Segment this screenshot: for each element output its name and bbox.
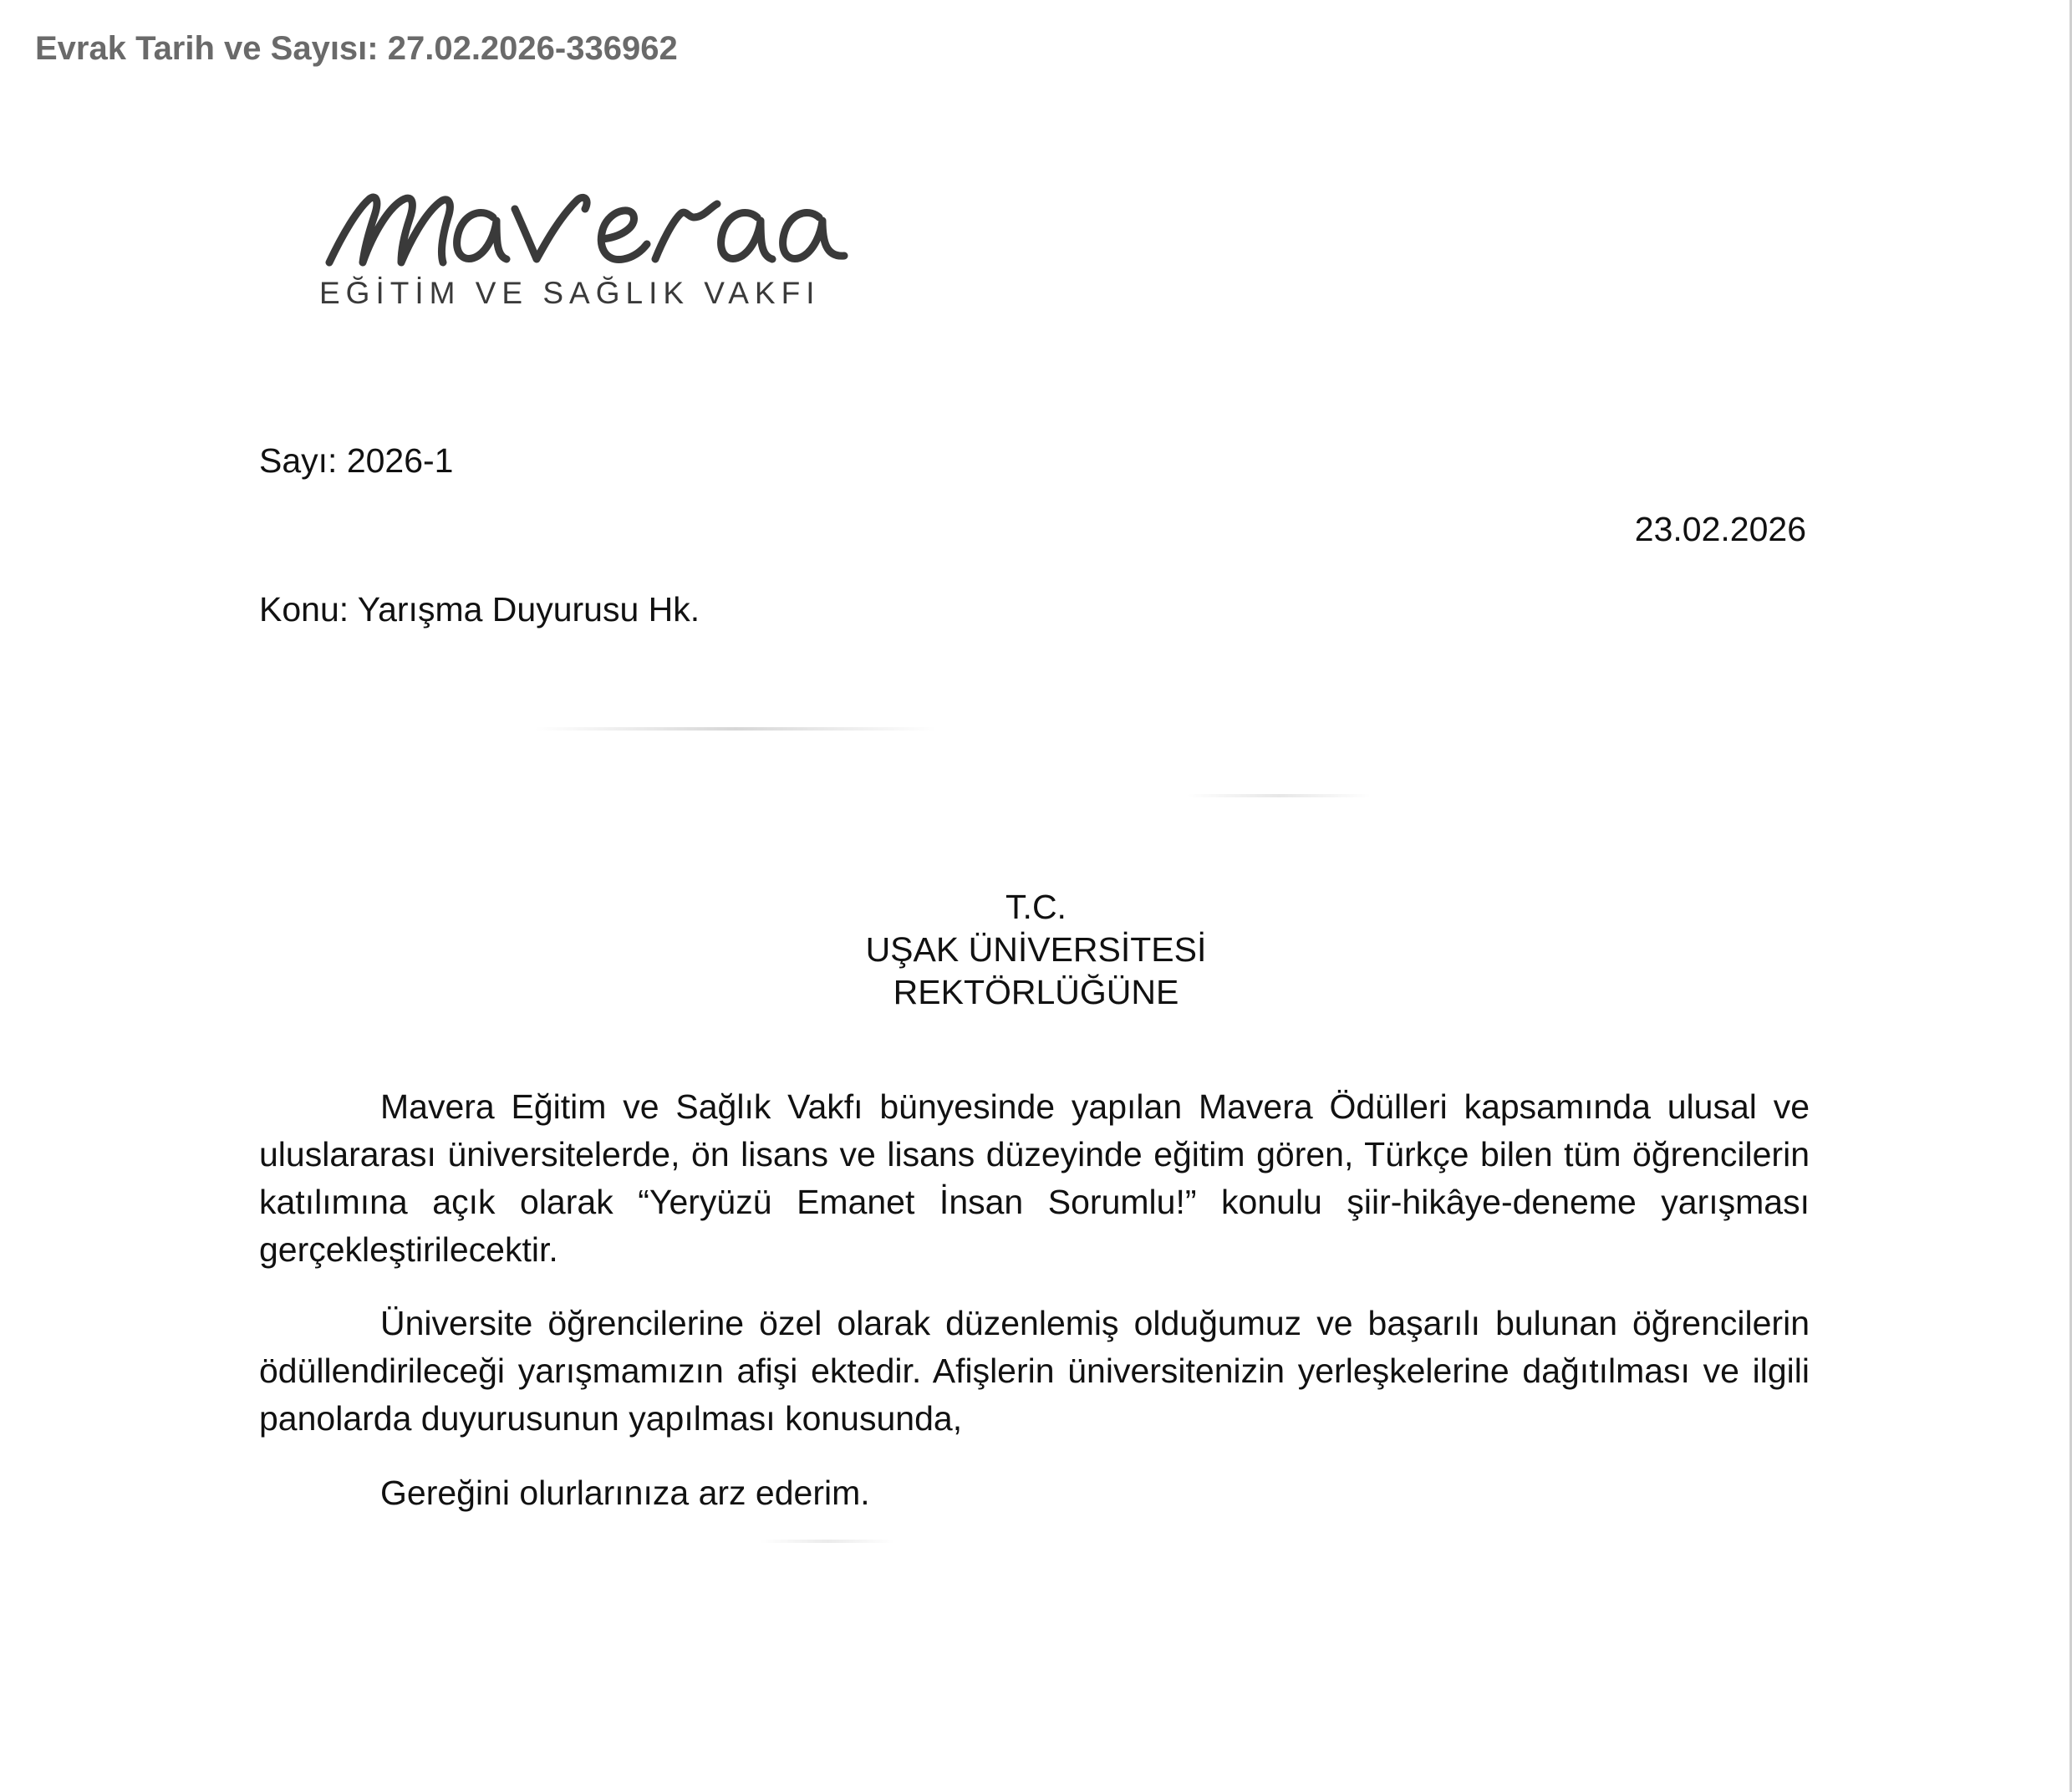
document-stamp: Evrak Tarih ve Sayısı: 27.02.2026-336962	[35, 30, 678, 67]
mavera-logo	[318, 176, 853, 326]
recipient-line-tc: T.C.	[1005, 888, 1067, 926]
scan-smudge	[761, 1540, 894, 1543]
document-date: 23.02.2026	[1634, 510, 1806, 548]
body-paragraph-2: Üniversite öğrencilerine özel olarak düzenlemiş olduğumuz ve başarılı bulunan öğrencilerin ödüllendirileceği yarışmamızın afişi ektedir. Afişlerin üniversitenizin yerleşkelerine dağıtılması ve ilgili panolarda duyurusunun yapılması konusunda,	[259, 1304, 1810, 1438]
document-subject: Konu: Yarışma Duyurusu Hk.	[259, 590, 700, 629]
body-paragraph-1: Mavera Eğitim ve Sağlık Vakfı bünyesinde yapılan Mavera Ödülleri kapsamında ulusal ve uluslararası üniversitelerde, ön lisans ve lisans düzeyinde eğitim gören, Türkçe bilen tüm öğrencilerin katılımına açık olarak “Yeryüzü Emanet İnsan Sorumlu!” konulu şiir-hikâye-deneme yarışması gerçekleştirilecektir.	[259, 1087, 1810, 1269]
closing-line: Gereğini olurlarınıza arz ederim.	[380, 1474, 870, 1512]
document-number: Sayı: 2026-1	[259, 441, 454, 480]
mavera-script-logo	[318, 176, 853, 276]
recipient-line-rectorate: REKTÖRLÜĞÜNE	[893, 973, 1179, 1011]
scan-smudge	[1187, 794, 1371, 797]
logo-subtitle: EĞİTİM VE SAĞLIK VAKFI	[319, 276, 821, 310]
scan-smudge	[535, 727, 936, 731]
recipient-line-university: UŞAK ÜNİVERSİTESİ	[865, 930, 1207, 969]
recipient-block	[0, 886, 2072, 1014]
